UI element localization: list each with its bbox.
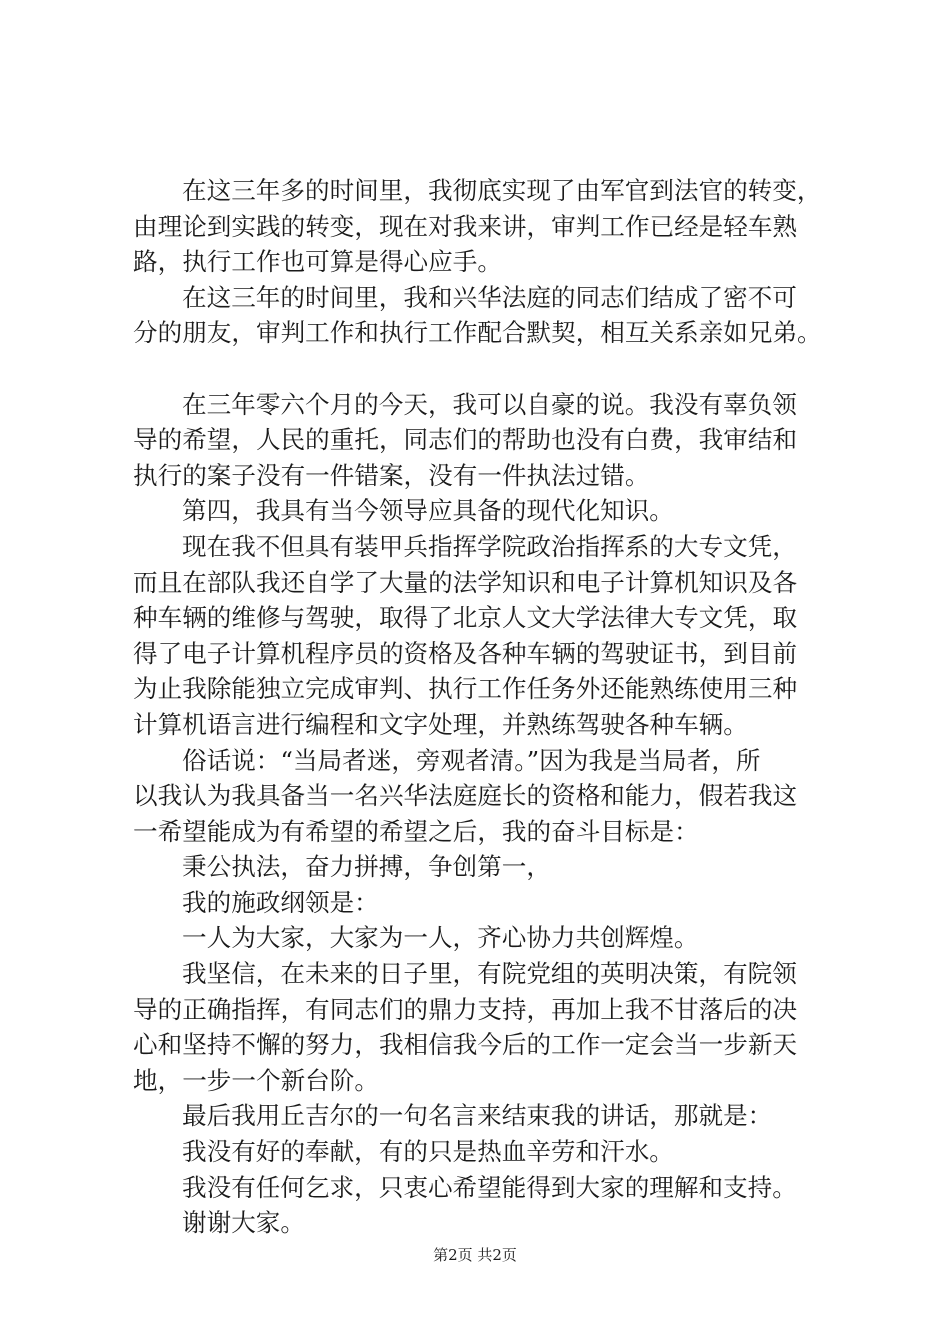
paragraph-pride	[133, 387, 853, 494]
text-line: 心和坚持不懈的努力，我相信我今后的工作一定会当一步新天	[133, 1030, 798, 1060]
text-line: 为止我除能独立完成审判、执行工作任务外还能熟练使用三种	[133, 674, 798, 704]
text-line: 秉公执法，奋力拼搏，争创第一，	[182, 852, 551, 882]
text-line: 第四，我具有当今领导应具备的现代化知识。	[182, 496, 674, 526]
text-line: 俗话说：“当局者迷，旁观者清。”因为我是当局者，所	[182, 745, 761, 775]
paragraph-thanks	[133, 1205, 853, 1241]
text-line: 执行的案子没有一件错案，没有一件执法过错。	[133, 460, 650, 490]
paragraph-transition	[133, 173, 853, 280]
text-line: 在三年零六个月的今天，我可以自豪的说。我没有辜负领	[182, 389, 797, 419]
text-line: 一人为大家，大家为一人，齐心协力共创辉煌。	[182, 923, 699, 953]
paragraph-fourth	[133, 493, 853, 529]
text-line: 我没有好的奉献，有的只是热血辛劳和汗水。	[182, 1137, 674, 1167]
text-line: 而且在部队我还自学了大量的法学知识和电子计算机知识及各	[133, 567, 798, 597]
paragraph-goal	[133, 849, 853, 885]
text-line: 分的朋友，审判工作和执行工作配合默契，相互关系亲如兄弟。	[133, 318, 822, 348]
text-line: 由理论到实践的转变，现在对我来讲，审判工作已经是轻车熟	[133, 211, 798, 241]
paragraph-quote-1	[133, 1134, 853, 1170]
text-line: 在这三年的时间里，我和兴华法庭的同志们结成了密不可	[182, 282, 797, 312]
text-line: 以我认为我具备当一名兴华法庭庭长的资格和能力，假若我这	[133, 781, 798, 811]
text-line: 地，一步一个新台阶。	[133, 1065, 379, 1095]
paragraph-colleagues	[133, 280, 853, 351]
text-line: 在这三年多的时间里，我彻底实现了由军官到法官的转变，	[182, 176, 822, 205]
paragraph-quote-2	[133, 1170, 853, 1206]
paragraph-knowledge	[133, 529, 853, 743]
text-line: 得了电子计算机程序员的资格及各种车辆的驾驶证书，到目前	[133, 638, 798, 668]
page-footer: 第2页 共2页	[433, 1246, 517, 1264]
paragraph-proverb	[133, 743, 853, 850]
paragraph-belief	[133, 956, 853, 1098]
text-line: 导的正确指挥，有同志们的鼎力支持，再加上我不甘落后的决	[133, 994, 798, 1024]
text-line: 现在我不但具有装甲兵指挥学院政治指挥系的大专文凭，	[182, 531, 797, 561]
text-line: 谢谢大家。	[182, 1208, 305, 1238]
paragraph-spacer	[133, 351, 853, 387]
paragraph-program	[133, 920, 853, 956]
text-line: 一希望能成为有希望的希望之后，我的奋斗目标是：	[133, 816, 699, 846]
text-line: 我没有任何乞求，只衷心希望能得到大家的理解和支持。	[182, 1172, 797, 1202]
paragraph-closing-intro	[133, 1098, 853, 1134]
paragraph-program-intro	[133, 885, 853, 921]
text-line: 导的希望，人民的重托，同志们的帮助也没有白费，我审结和	[133, 425, 798, 455]
text-line: 我的施政纲领是：	[182, 887, 379, 917]
document-body	[133, 173, 853, 1241]
text-line: 路，执行工作也可算是得心应手。	[133, 247, 502, 277]
text-line: 种车辆的维修与驾驶，取得了北京人文大学法律大专文凭，取	[133, 603, 798, 633]
text-line: 我坚信，在未来的日子里，有院党组的英明决策，有院领	[182, 959, 797, 989]
text-line: 计算机语言进行编程和文字处理，并熟练驾驶各种车辆。	[133, 709, 748, 739]
text-line: 最后我用丘吉尔的一句名言来结束我的讲话，那就是：	[182, 1101, 773, 1131]
